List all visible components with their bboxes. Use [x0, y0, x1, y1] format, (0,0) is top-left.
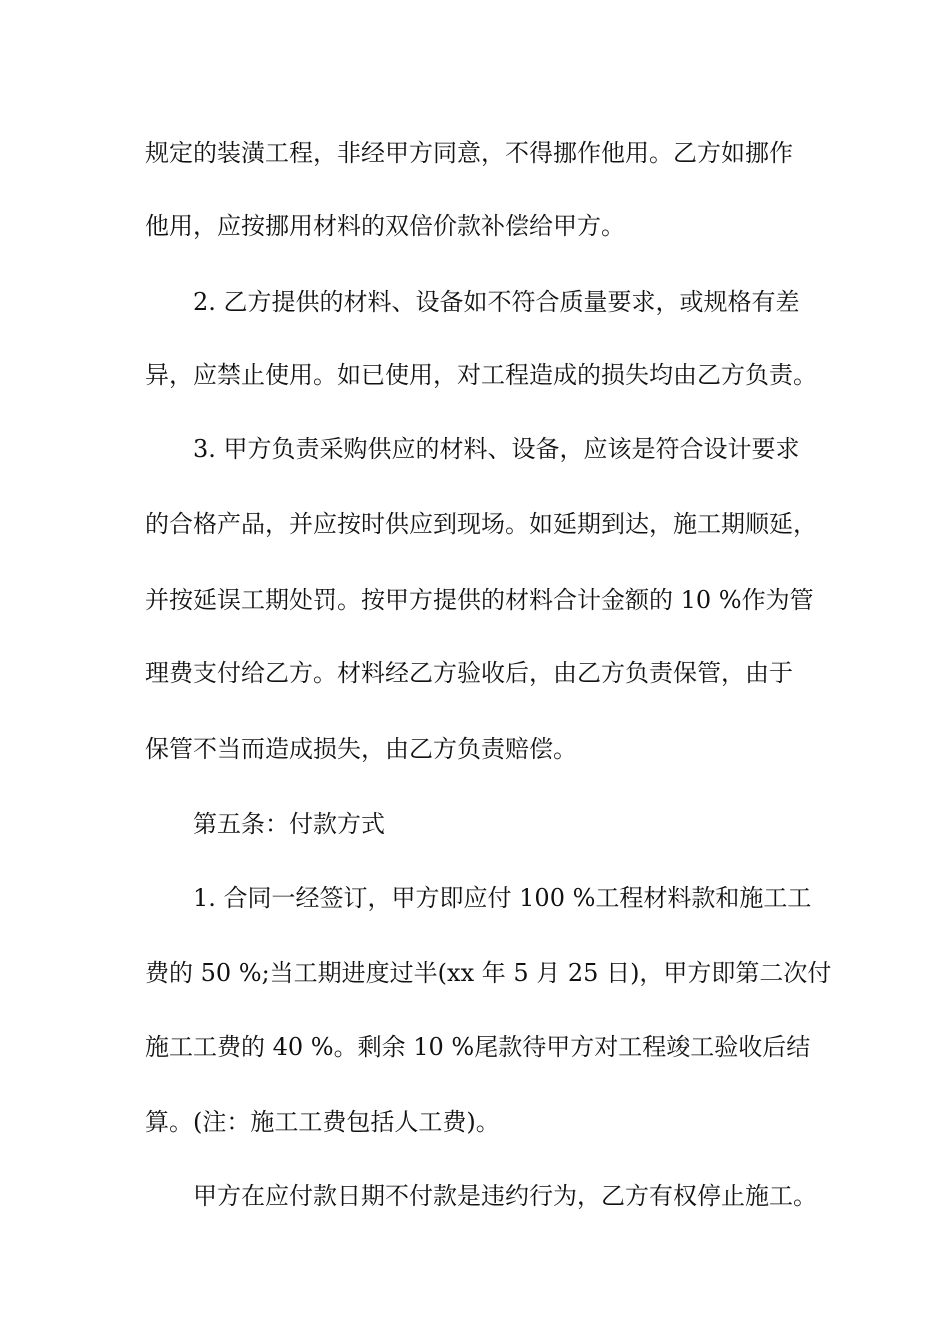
text-line: 费的 50 %;当工期进度过半(xx 年 5 月 25 日)，甲方即第二次付: [145, 959, 832, 987]
text-line: 1. 合同一经签订，甲方即应付 100 %工程材料款和施工工: [193, 884, 812, 912]
text-line: 2. 乙方提供的材料、设备如不符合质量要求，或规格有差: [193, 288, 800, 316]
text-line: 保管不当而造成损失，由乙方负责赔偿。: [145, 735, 577, 763]
text-line: 异，应禁止使用。如已使用，对工程造成的损失均由乙方负责。: [145, 361, 817, 389]
text-line: 3. 甲方负责采购供应的材料、设备，应该是符合设计要求: [193, 435, 800, 463]
text-line: 算。(注：施工工费包括人工费)。: [145, 1108, 500, 1136]
text-line: 施工工费的 40 %。剩余 10 %尾款待甲方对工程竣工验收后结: [145, 1033, 811, 1061]
section-heading: 第五条：付款方式: [193, 810, 385, 838]
text-line: 并按延误工期处罚。按甲方提供的材料合计金额的 10 %作为管: [145, 586, 814, 614]
text-line: 甲方在应付款日期不付款是违约行为，乙方有权停止施工。: [193, 1182, 817, 1210]
text-line: 的合格产品，并应按时供应到现场。如延期到达，施工期顺延，: [145, 510, 817, 538]
text-line: 理费支付给乙方。材料经乙方验收后，由乙方负责保管，由于: [145, 659, 793, 687]
text-line: 他用，应按挪用材料的双倍价款补偿给甲方。: [145, 212, 625, 240]
text-line: 规定的装潢工程，非经甲方同意，不得挪作他用。乙方如挪作: [145, 139, 793, 167]
